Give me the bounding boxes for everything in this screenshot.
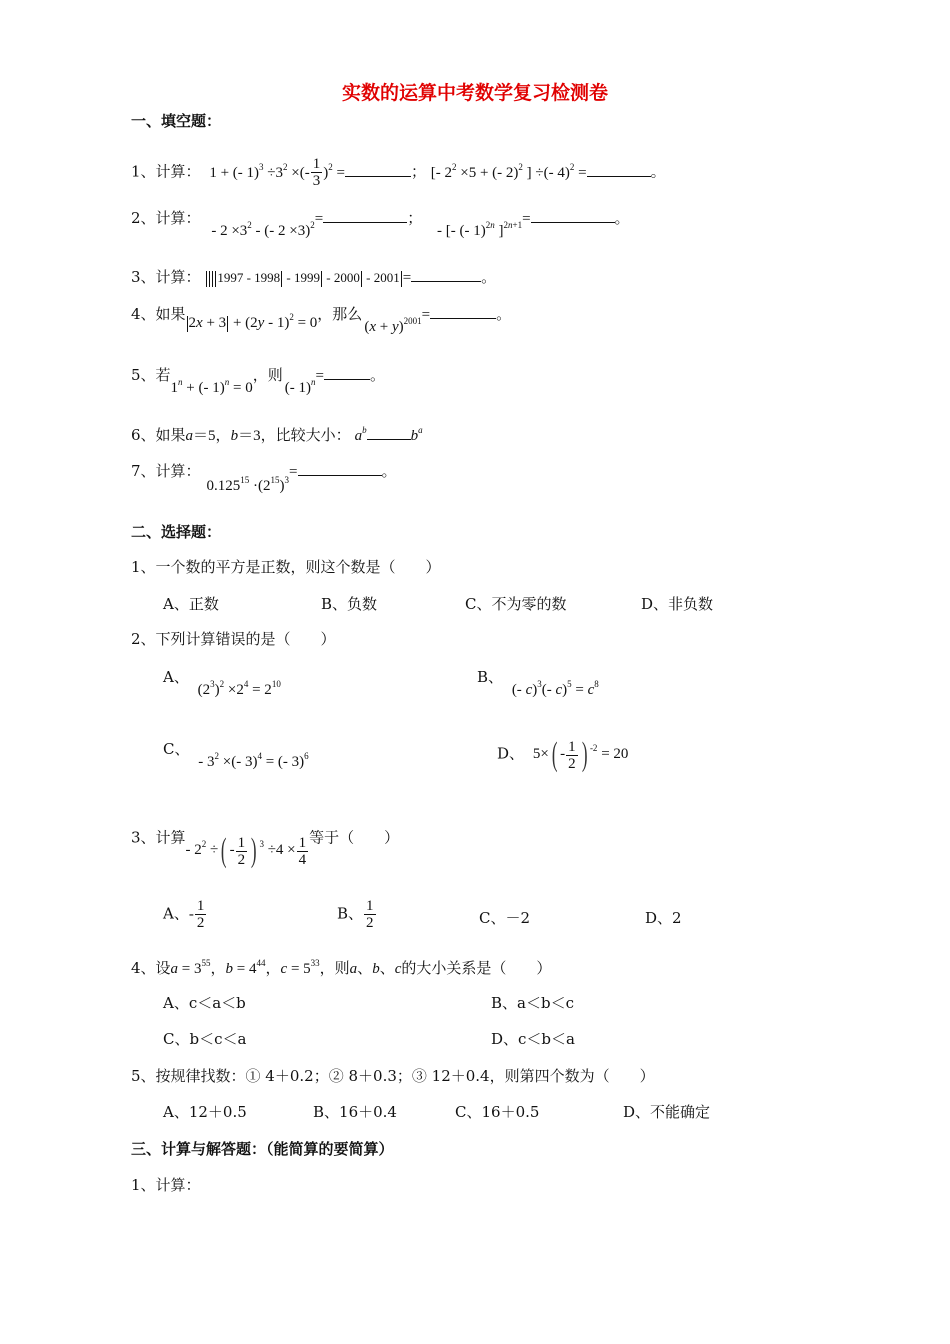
choice-q1-option-d[interactable]: D、非负数 bbox=[641, 595, 714, 613]
choice-q1-option-c[interactable]: C、不为零的数 bbox=[465, 595, 567, 613]
fill-q1-expr-b: [- $2^2 \times 5$ + (- 2)$^2$ ] ÷(- 4)$^2$ = bbox=[430, 161, 587, 181]
choice-q4-option-b[interactable]: B、a＜b＜c bbox=[491, 994, 574, 1012]
fill-q5: 5、若$1^n$ + (- 1)$^n$ = 0，则(- 1)$^n$= 。 bbox=[131, 366, 385, 396]
choice-q5-option-d[interactable]: D、不能确定 bbox=[623, 1103, 711, 1121]
choice-q1-option-a[interactable]: A、正数 bbox=[163, 595, 219, 613]
choice-q3-option-a[interactable]: A、- $\frac{1}{2}$ bbox=[163, 898, 205, 931]
fill-q1-expr-a: 1 + (- $1)^3 \div 3^2$ ×(- bbox=[209, 161, 310, 181]
choice-q5-option-a[interactable]: A、12＋0.5 bbox=[163, 1103, 247, 1121]
choice-q3-option-b[interactable]: B、 $\frac{1}{2}$ bbox=[337, 898, 374, 931]
choice-q2-expr-c: - $3^2$ ×(- 3)$^4$ = (- 3)$^6$ bbox=[198, 751, 309, 770]
answer-blank[interactable] bbox=[298, 461, 382, 476]
fill-q2: 2、计算： - $2 \times 3^2$ - (- 2 ×3)$^2$= ； - [- (- 1)$^{2n}$ ]$^{2n+1}$= 。 bbox=[131, 209, 630, 239]
choice-q2-option-a[interactable]: A、 $(2^3)^2 \times 2^4 = 2^{10}$ bbox=[163, 668, 281, 698]
choice-q2-expr-d: 5×( - $\frac{1}{2}$ ) $^{-2}$ = 20 bbox=[532, 736, 629, 773]
choice-q4-option-c[interactable]: C、b＜c＜a bbox=[163, 1030, 247, 1048]
choice-q4: 4、设$a = 3^{55}$，$b = 4^{44}$，$c = 5^{33}$，则a、b、c的大小关系是（ ） bbox=[131, 958, 552, 977]
answer-blank[interactable] bbox=[345, 162, 411, 177]
fill-q7-label: 7、计算： bbox=[131, 462, 201, 480]
fill-q7: 7、计算：$0.125^{15} \cdot(2^{15})^3=$ 。 bbox=[131, 462, 397, 494]
fill-q4-label: 4、如果 bbox=[131, 305, 186, 323]
answer-blank[interactable] bbox=[323, 208, 407, 223]
fraction: $\frac{1}{2}$ bbox=[366, 898, 374, 931]
choice-q2-option-b[interactable]: B、 (- c)$^3$(- $c)^5 = c^8$ bbox=[477, 668, 599, 698]
fraction: $\frac{1}{2}$ bbox=[196, 898, 205, 931]
fill-q6-label: 6、如果 bbox=[131, 426, 186, 444]
fill-q5-label: 5、若 bbox=[131, 366, 171, 384]
choice-q3: 3、计算- $2^2$ ÷( - $\frac{1}{2}$ ) $^3$ ÷4 × $\frac{1}{4}$ 等于（ ） bbox=[131, 828, 400, 869]
fill-q3-label: 3、计算： bbox=[131, 268, 201, 286]
choice-q3-option-c[interactable]: C、－2 bbox=[479, 909, 531, 927]
fill-q4: 4、如果 2x + 3 + (2y - 1)$^2$ = 0，那么$(x + y)^{2001}=$ 。 bbox=[131, 305, 512, 335]
fill-q2-expr-b: - [- (- 1)$^{2n}$ ]$^{2n+1}$ bbox=[437, 220, 523, 239]
document-title: 实数的运算中考数学复习检测卷 bbox=[341, 82, 608, 104]
choice-q2-option-d[interactable]: D、 5×( - $\frac{1}{2}$ ) $^{-2}$ = 20 bbox=[497, 736, 629, 773]
choice-q5: 5、按规律找数：① 4＋0.2；② 8＋0.3；③ 12＋0.4，则第四个数为（ ） bbox=[131, 1067, 655, 1085]
choice-q4-option-d[interactable]: D、c＜b＜a bbox=[491, 1030, 575, 1048]
answer-blank[interactable] bbox=[587, 162, 651, 177]
choice-q5-option-c[interactable]: C、16＋0.5 bbox=[455, 1103, 540, 1121]
fill-q4-expr-b: $(x + y)^{2001}$ bbox=[364, 316, 422, 335]
section-1-heading: 一、填空题： bbox=[131, 112, 222, 130]
answer-blank[interactable] bbox=[367, 425, 411, 440]
fill-q5-expr-b: (- 1)$^n$ bbox=[284, 377, 316, 396]
fill-q2-label: 2、计算： bbox=[131, 209, 201, 227]
calc-q1: 1、计算： bbox=[131, 1176, 201, 1194]
choice-q5-option-b[interactable]: B、16＋0.4 bbox=[313, 1103, 397, 1121]
fill-q3: 3、计算： 1997 - 1998 - 1999 - 2000 - 2001 = 。 bbox=[131, 268, 497, 286]
choice-q2-expr-a: $(2^3)^2 \times 2^4 = 2^{10}$ bbox=[197, 679, 281, 698]
choice-q3-option-d[interactable]: D、2 bbox=[645, 909, 682, 927]
choice-q1: 1、一个数的平方是正数，则这个数是（ ） bbox=[131, 558, 441, 576]
fill-q7-expr: $0.125^{15} \cdot(2^{15})^3$ bbox=[206, 475, 290, 494]
choice-q2: 2、下列计算错误的是（ ） bbox=[131, 630, 336, 648]
choice-q4-option-a[interactable]: A、c＜a＜b bbox=[163, 994, 246, 1012]
fill-q5-expr-a: $1^n$ + (- 1)$^n$ = 0 bbox=[170, 377, 253, 396]
answer-blank[interactable] bbox=[430, 304, 496, 319]
answer-blank[interactable] bbox=[324, 365, 370, 380]
choice-q1-option-b[interactable]: B、负数 bbox=[321, 595, 378, 613]
choice-q4-expr: $a = 3^{55}$，$b = 4^{44}$，$c = 5^{33}$，则a、b、c bbox=[170, 958, 402, 977]
choice-q2-expr-b: (- c)$^3$(- $c)^5 = c^8$ bbox=[511, 679, 599, 698]
section-3-heading: 三、计算与解答题：（能简算的要简算） bbox=[131, 1140, 394, 1158]
section-2-heading: 二、选择题： bbox=[131, 523, 222, 541]
fill-q1-label: 1、计算： bbox=[131, 162, 201, 181]
choice-q3-expr: - $2^2$ ÷( - $\frac{1}{2}$ ) $^3$ ÷4 × $\frac{1}{4}$ bbox=[185, 832, 307, 869]
answer-blank[interactable] bbox=[531, 208, 615, 223]
fill-q2-expr-a: - $2 \times 3^2$ - (- 2 ×3)$^2$ bbox=[211, 220, 315, 239]
fill-q3-expr: 1997 - 1998 - 1999 - 2000 - 2001 bbox=[205, 270, 402, 285]
fill-q1: 1、计算： 1 + (- $1)^3 \div 3^2$ ×(- $\frac{1}{3}$ )$^2$ = ； [- $2^2 \times 5$ + (- 2)$^2$ ] ÷(- 4)$^2$ = 。 bbox=[131, 156, 666, 189]
fill-q4-expr-a: 2x + 3 + (2y - 1)$^2$ = 0 bbox=[188, 312, 318, 331]
answer-blank[interactable] bbox=[411, 267, 481, 282]
fill-q6: 6、如果a＝5，b＝3，比较大小： $a^b$ $b^a$ bbox=[131, 425, 423, 444]
choice-q2-option-c[interactable]: C、 - $3^2$ ×(- 3)$^4$ = (- 3)$^6$ bbox=[163, 740, 309, 770]
fraction: $\frac{1}{3}$ bbox=[312, 156, 321, 189]
